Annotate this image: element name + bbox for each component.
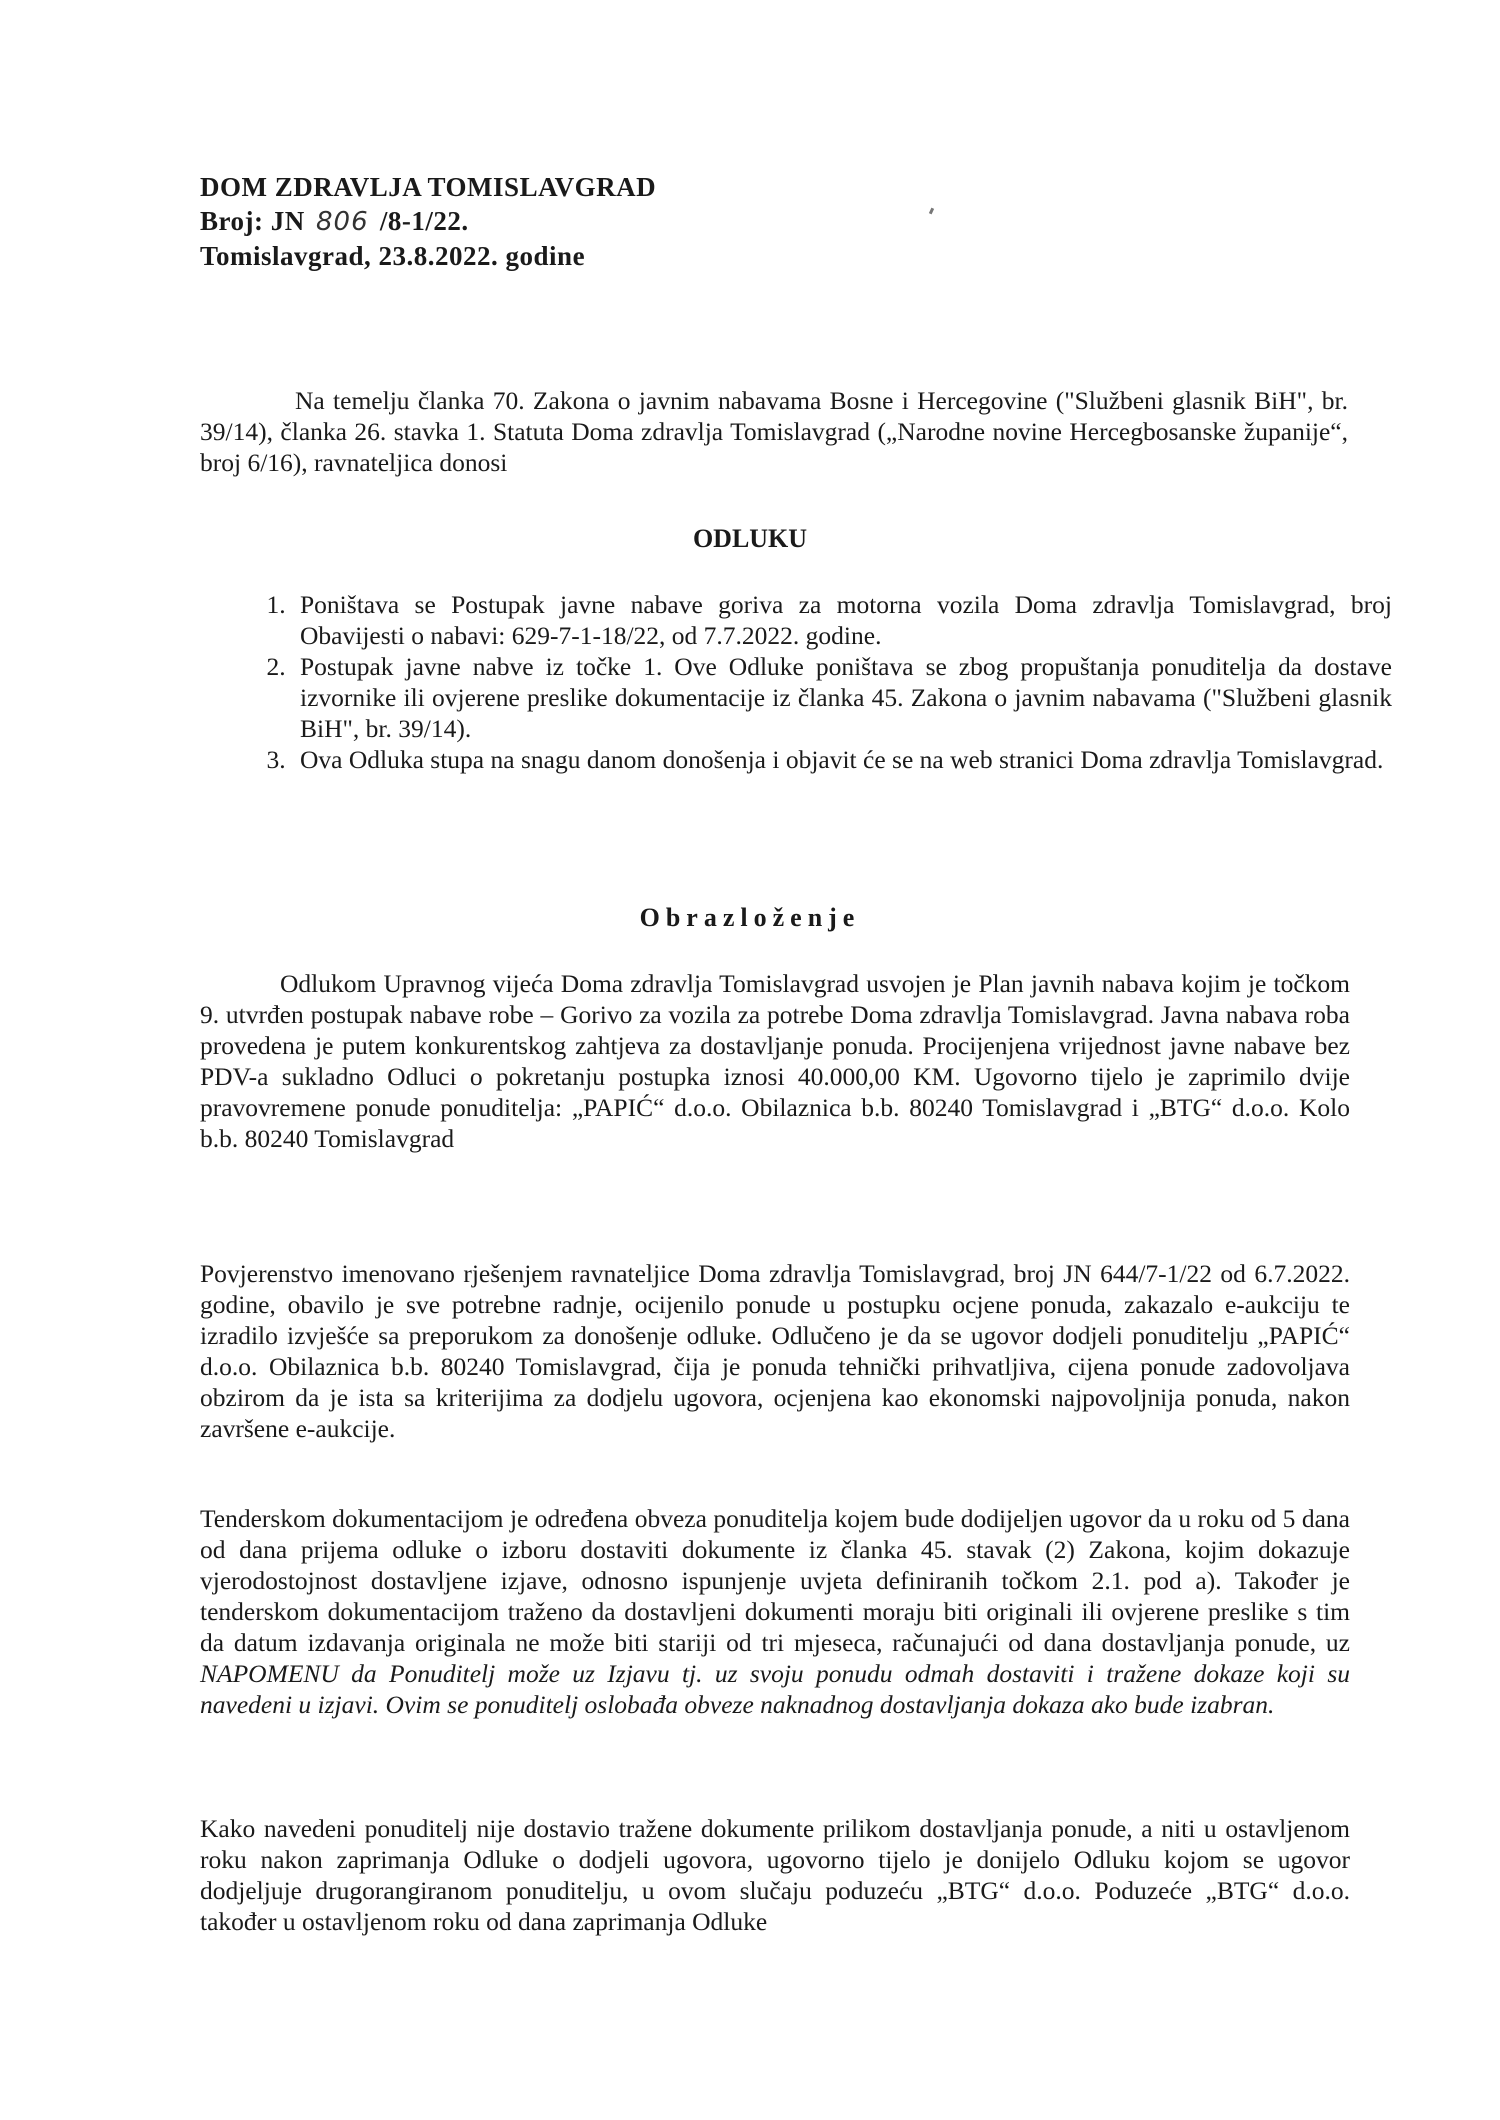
decision-item-1: 1. Poništava se Postupak javne nabave goriva za motorna vozila Doma zdravlja Tomislavgrad, broj Obavijesti o nabavi: 629-7-1-18/22, od 7.7.2022. godine.: [292, 589, 1392, 651]
reasoning-paragraph-3: [200, 1503, 1350, 1720]
decision-item-2: 2. Postupak javne nabve iz točke 1. Ove Odluke poništava se zbog propuštanja ponuditelja da dostave izvornike ili ovjerene preslike dokumentacije iz članka 45. Zakona o javnim nabavama ("Službeni glasnik BiH", br. 39/14).: [292, 651, 1392, 744]
reference-number: [200, 204, 656, 239]
reasoning-paragraph-2: Povjerenstvo imenovano rješenjem ravnateljice Doma zdravlja Tomislavgrad, broj JN 644/7-1/22 od 6.7.2022. godine, obavilo je sve potrebne radnje, ocijenilo ponude u postupku ocjene ponuda, zakazalo e-aukciju te izradilo izvješće sa preporukom za donošenje odluke. Odlučeno je da se ugovor dodjeli ponuditelju „PAPIĆ“ d.o.o. Obilaznica b.b. 80240 Tomislavgrad, čija je ponuda tehnički prihvatljiva, cijena ponude zadovoljava obzirom da je ista sa kriterijima za dodjelu ugovora, ocjenjena kao ekonomski najpovoljnija ponuda, nakon završene e-aukcije.: [200, 1259, 1350, 1443]
document-header: [200, 170, 656, 273]
reasoning-paragraph-4: Kako navedeni ponuditelj nije dostavio tražene dokumente prilikom dostavljanja ponude, a niti u ostavljenom roku nakon zaprimanja Odluke o dodjeli ugovora, ugovorno tijelo je donijelo Odluku kojom se ugovor dodjeljuje drugorangiranom ponuditelju, u ovom slučaju poduzeću „BTG“ d.o.o. Poduzeće „BTG“ d.o.o. također u ostavljenom roku od dana zaprimanja Odluke: [200, 1814, 1350, 1936]
reasoning-paragraph-1: Odlukom Upravnog vijeća Doma zdravlja Tomislavgrad usvojen je Plan javnih nabava kojim je točkom 9. utvrđen postupak nabave robe – Gorivo za vozila za potrebe Doma zdravlja Tomislavgrad. Javna nabava roba provedena je putem konkurentskog zahtjeva za dostavljanje ponuda. Procijenjena vrijednost javne nabave bez PDV-a sukladno Odluci o pokretanju postupka iznosi 40.000,00 KM. Ugovorno tijelo je zaprimilo dvije pravovremene ponude ponuditelja: „PAPIĆ“ d.o.o. Obilaznica b.b. 80240 Tomislavgrad i „BTG“ d.o.o. Kolo b.b. 80240 Tomislavgrad: [200, 969, 1350, 1153]
decision-title: ODLUKU: [692, 524, 808, 553]
decision-items: [250, 589, 1392, 775]
handwritten-number: 806: [316, 207, 369, 237]
decision-item-3: 3. Ova Odluka stupa na snagu danom donošenja i objavit će se na web stranici Doma zdravlja Tomislavgrad.: [292, 744, 1392, 775]
reference-prefix: Broj: JN: [200, 206, 305, 236]
reference-suffix: /8-1/22.: [379, 206, 469, 236]
paragraph-3-main: Tenderskom dokumentacijom je određena obveza ponuditelja kojem bude dodijeljen ugovor da u roku od 5 dana od dana prijema odluke o izboru dostaviti dokumente iz članka 45. stavak (2) Zakona, kojim dokazuje vjerodostojnost dostavljene izjave, odnosno ispunjenje uvjeta definiranih točkom 2.1. pod a). Također je tenderskom dokumentacijom traženo da dostavljeni dokumenti moraju biti originali ili ovjerene preslike s tim da datum izdavanja originala ne može biti stariji od tri mjeseca, računajući od dana dostavljanja ponude, uz: [200, 1504, 1350, 1657]
scan-speck: [929, 208, 934, 215]
institution-name: DOM ZDRAVLJA TOMISLAVGRAD: [200, 172, 657, 202]
paragraph-3-note: NAPOMENU da Ponuditelj može uz Izjavu tj. uz svoju ponudu odmah dostaviti i tražene dokaze koji su navedeni u izjavi. Ovim se ponuditelj oslobađa obveze naknadnog dostavljanja dokaza ako bude izabran.: [200, 1659, 1350, 1719]
intro-paragraph: Na temelju članka 70. Zakona o javnim nabavama Bosne i Hercegovine ("Službeni glasnik BiH", br. 39/14), članka 26. stavka 1. Statuta Doma zdravlja Tomislavgrad („Narodne novine Hercegbosanske županije“, broj 6/16), ravnateljica donosi: [200, 386, 1348, 477]
place-date: Tomislavgrad, 23.8.2022. godine: [200, 241, 586, 271]
reasoning-title: Obrazloženje: [639, 903, 861, 932]
